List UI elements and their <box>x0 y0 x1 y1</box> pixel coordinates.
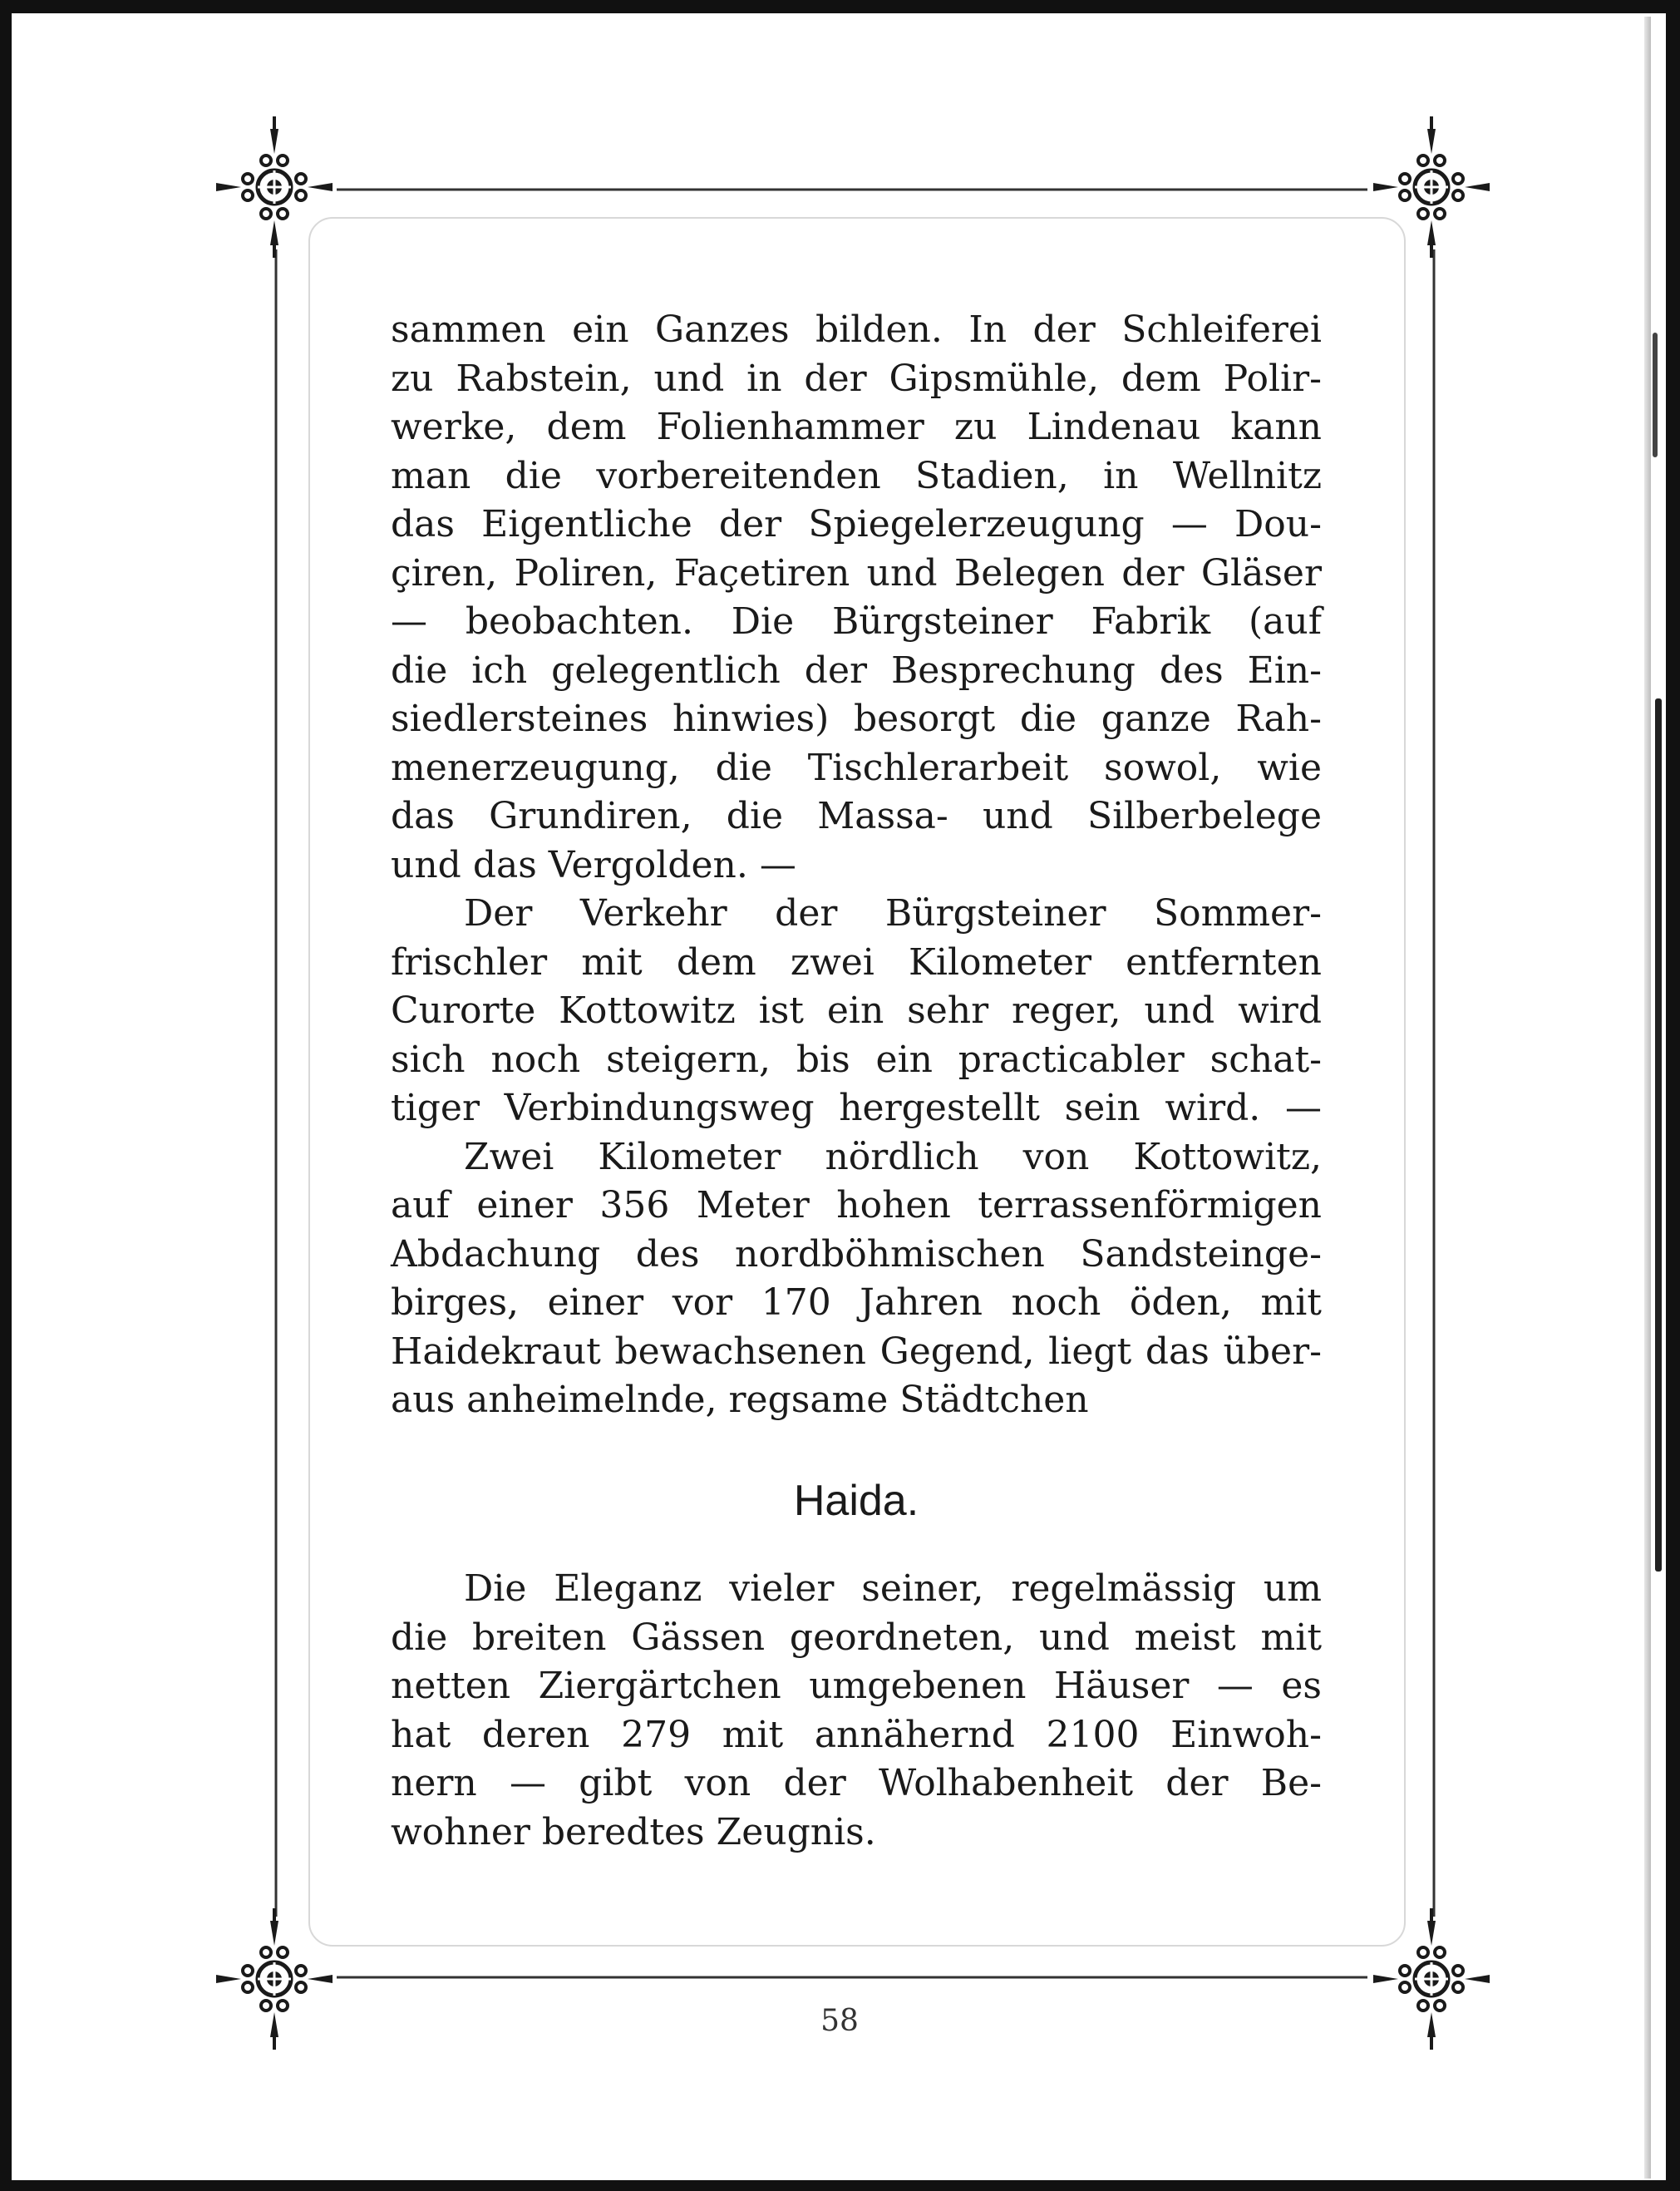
text-line: auf einer 356 Meter hohen terrassenförmigen <box>391 1184 1322 1226</box>
section-heading: Haida. <box>793 1477 919 1525</box>
text-line: werke, dem Folienhammer zu Lindenau kann <box>391 406 1322 448</box>
body-text-upper <box>391 306 1322 1425</box>
text-line: çiren, Poliren, Façetiren und Belegen der Gläser <box>391 551 1322 595</box>
text-line: sammen ein Ganzes bilden. In der Schleiferei <box>391 308 1322 351</box>
text-line: aus anheimelnde, regsame Städtchen <box>391 1379 1089 1421</box>
text-line: netten Ziergärtchen umgebenen Häuser — es <box>391 1665 1322 1707</box>
text-line: Haidekraut bewachsenen Gegend, liegt das über- <box>391 1330 1322 1373</box>
text-line: sich noch steigern, bis ein practicabler schat- <box>391 1038 1322 1081</box>
text-line: Die Eleganz vieler seiner, regelmässig um <box>464 1567 1322 1610</box>
body-text-lower <box>391 1565 1322 1857</box>
text-line: nern — gibt von der Wolhabenheit der Be- <box>391 1762 1322 1804</box>
text-line: Curorte Kottowitz ist ein sehr reger, und wird <box>391 989 1322 1032</box>
text-line: frischler mit dem zwei Kilometer entfernten <box>391 940 1322 984</box>
text-line: menerzeugung, die Tischlerarbeit sowol, wie <box>391 746 1322 789</box>
text-line: tiger Verbindungsweg hergestellt sein wird. — <box>391 1087 1322 1129</box>
text-line: — beobachten. Die Bürgsteiner Fabrik (auf <box>391 600 1322 643</box>
text-line: das Grundiren, die Massa- und Silberbelege <box>391 795 1322 837</box>
text-line: Zwei Kilometer nördlich von Kottowitz, <box>464 1135 1322 1178</box>
text-line: und das Vergolden. — <box>391 843 796 886</box>
text-line: zu Rabstein, und in der Gipsmühle, dem Polir- <box>391 357 1322 400</box>
text-line: man die vorbereitenden Stadien, in Wellnitz <box>391 454 1322 497</box>
text-line: hat deren 279 mit annähernd 2100 Einwoh- <box>391 1713 1322 1756</box>
text-line: wohner beredtes Zeugnis. <box>391 1810 876 1853</box>
text-line: Abdachung des nordböhmischen Sandsteinge- <box>391 1232 1322 1276</box>
text-line: Der Verkehr der Bürgsteiner Sommer- <box>464 892 1322 935</box>
text-line: das Eigentliche der Spiegelerzeugung — Dou- <box>391 503 1322 545</box>
text-line: siedlersteines hinwies) besorgt die ganze Rah- <box>391 698 1322 740</box>
text-line: die ich gelegentlich der Besprechung des Ein- <box>391 649 1322 692</box>
text-line: birges, einer vor 170 Jahren noch öden, mit <box>391 1281 1322 1324</box>
page-number: 58 <box>820 2004 859 2038</box>
text-line: die breiten Gässen geordneten, und meist mit <box>391 1616 1322 1659</box>
